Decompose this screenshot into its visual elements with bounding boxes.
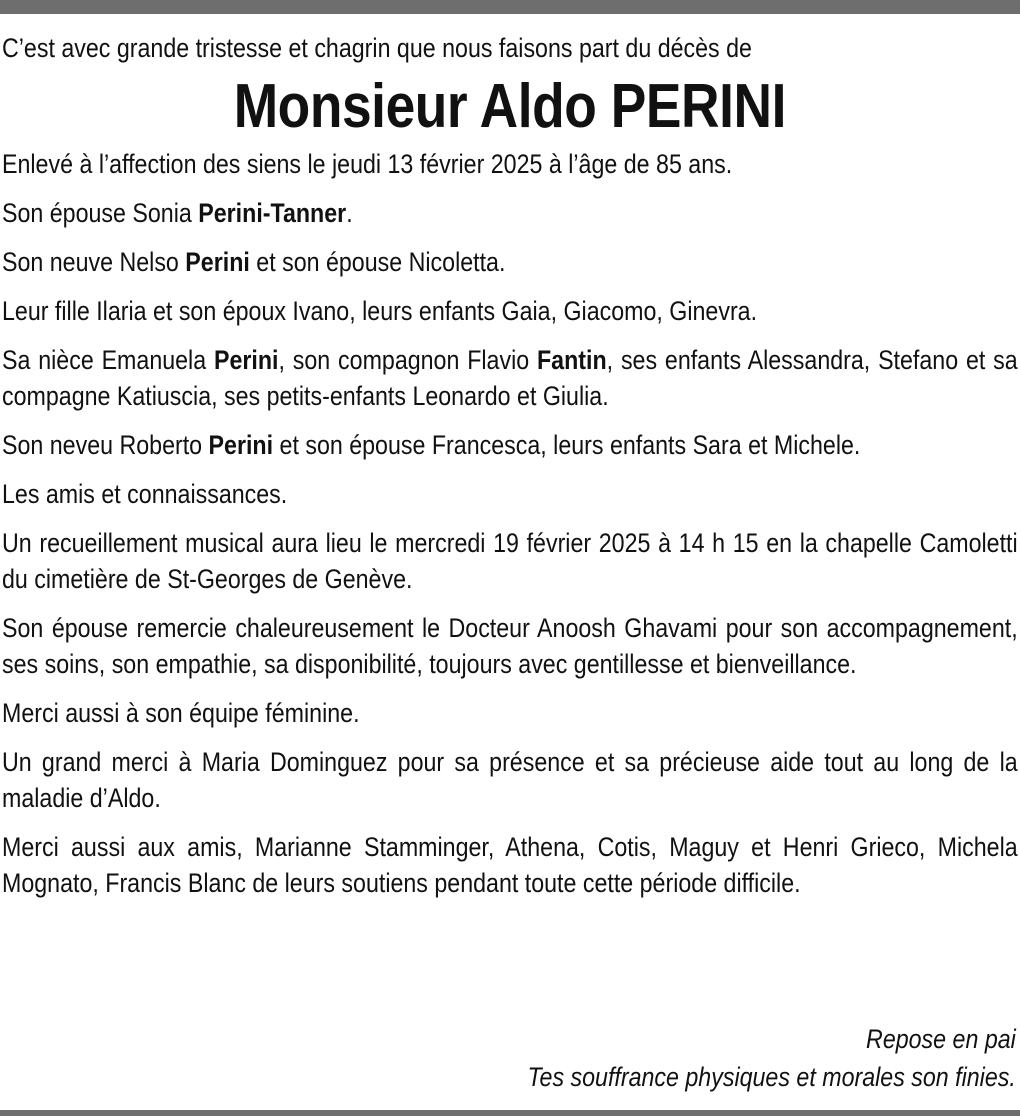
deceased-name: Monsieur Aldo PERINI xyxy=(233,72,786,141)
paragraph-ceremony: Un recueillement musical aura lieu le mercredi 19 février 2025 à 14 h 15 en la chapelle Camoletti du cimetière de St-Georges de Genève. xyxy=(2,528,1018,594)
paragraph-thanks-maria: Un grand merci à Maria Dominguez pour sa présence et sa précieuse aide tout au long de la maladie d’Aldo. xyxy=(2,747,1018,813)
surname: Perini xyxy=(208,430,274,460)
paragraph-spouse: Son épouse Sonia Perini-Tanner. xyxy=(2,198,353,228)
paragraph-friends: Les amis et connaissances. xyxy=(2,479,288,509)
obituary-notice xyxy=(2,30,1018,914)
intro-text: C’est avec grande tristesse et chagrin que nous faisons part du décès de xyxy=(2,33,752,63)
top-rule xyxy=(0,0,1020,14)
paragraph-nephew-nelso: Son neuve Nelso Perini et son épouse Nicoletta. xyxy=(2,247,506,277)
paragraph-thanks-team: Merci aussi à son équipe féminine. xyxy=(2,698,360,728)
closing-words xyxy=(528,1020,1016,1096)
paragraph-nephew-roberto: Son neveu Roberto Perini et son épouse Francesca, leurs enfants Sara et Michele. xyxy=(2,430,861,460)
paragraph-niece: Sa nièce Emanuela Perini, son compagnon Flavio Fantin, ses enfants Alessandra, Stefano et sa compagne Katiuscia, ses petits-enfants Leonardo et Giulia. xyxy=(2,345,1018,411)
surname: Perini xyxy=(213,345,279,375)
paragraph-death: Enlevé à l’affection des siens le jeudi 13 février 2025 à l’âge de 85 ans. xyxy=(2,149,733,179)
surname: Perini-Tanner xyxy=(198,198,347,228)
bottom-rule xyxy=(0,1110,1020,1116)
closing-line-2: Tes souffrance physiques et morales son finies. xyxy=(527,1062,1016,1092)
paragraph-daughter: Leur fille Ilaria et son époux Ivano, leurs enfants Gaia, Giacomo, Ginevra. xyxy=(2,296,758,326)
paragraph-thanks-doctor: Son épouse remercie chaleureusement le Docteur Anoosh Ghavami pour son accompagnement, ses soins, son empathie, sa disponibilité, toujours avec gentillesse et bienveillance. xyxy=(2,613,1018,679)
paragraph-thanks-friends: Merci aussi aux amis, Marianne Stamminger, Athena, Cotis, Maguy et Henri Grieco, Michela Mognato, Francis Blanc de leurs soutiens pendant toute cette période difficile. xyxy=(2,832,1018,898)
surname: Fantin xyxy=(537,345,607,375)
closing-line-1: Repose en pai xyxy=(866,1024,1016,1054)
surname: Perini xyxy=(185,247,250,277)
